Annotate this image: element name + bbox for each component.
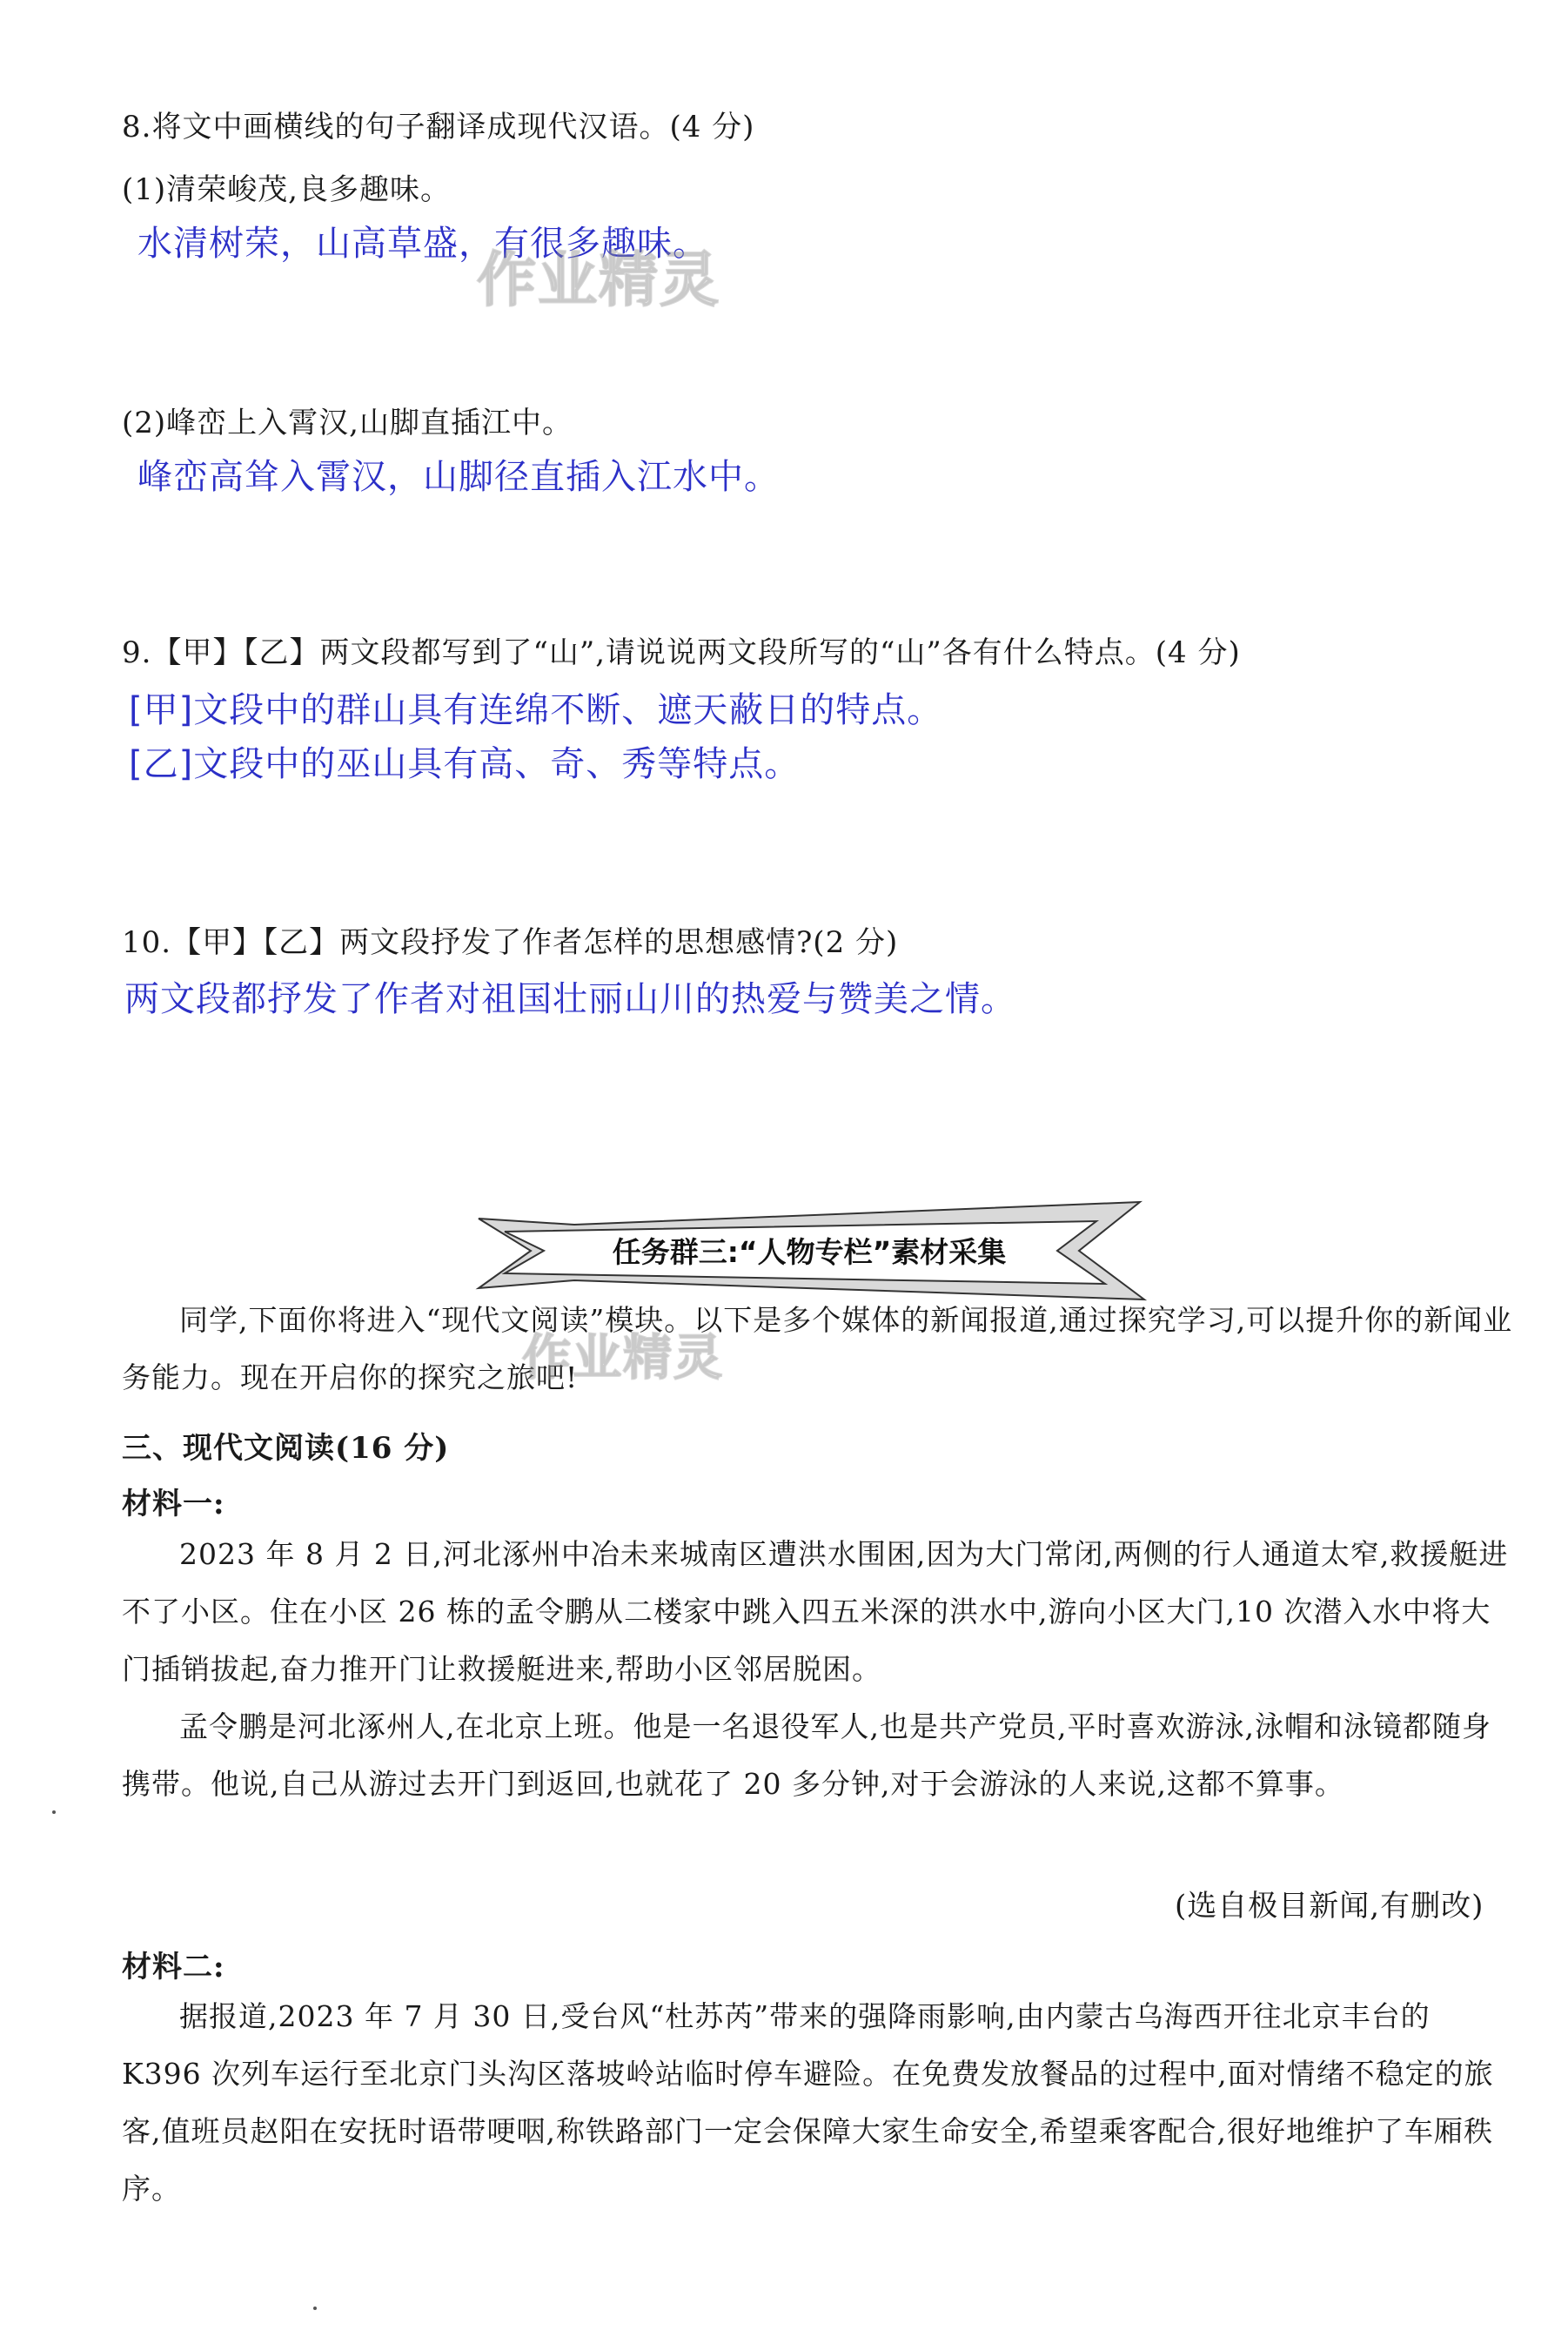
watermark: 作业精灵 [477,246,721,315]
q8-answer1: 水清树荣，山高草盛，有很多趣味。 [137,224,708,264]
section3-heading: 三、现代文阅读(16 分) [122,1431,450,1466]
q10-answer: 两文段都抒发了作者对祖国壮丽山川的热爱与赞美之情。 [124,979,1016,1019]
material1-paragraph2: 孟令鹏是河北涿州人,在北京上班。他是一名退役军人,也是共产党员,平时喜欢游泳,泳帽和泳镜都随身携带。他说,自己从游过去开门到返回,也就花了 20 多分钟,对于会游泳的人来说,这都不算事。 [122,1709,1491,1801]
material2-paragraph1: 据报道,2023 年 7 月 30 日,受台风“杜苏芮”带来的强降雨影响,由内蒙古乌海西开往北京丰台的 K396 次列车运行至北京门头沟区落坡岭站临时停车避险。在免费发放餐品的过程中,面对情绪不稳定的旅客,值班员赵阳在安抚时语带哽咽,称铁路部门一定会保障大家生命安全,希望乘客配合,很好地维护了车厢秩序。 [122,1999,1494,2206]
q9-title: 9.【甲】【乙】两文段都写到了“山”,请说说两文段所写的“山”各有什么特点。(4 分) [122,635,1241,670]
material1-source: (选自极目新闻,有删改) [1175,1889,1484,1924]
q9-answer2: [乙]文段中的巫山具有高、奇、秀等特点。 [129,744,801,784]
q10-title: 10.【甲】【乙】两文段抒发了作者怎样的思想感情?(2 分) [122,925,899,960]
section-banner [470,1197,1149,1306]
q9-answer1: [甲]文段中的群山具有连绵不断、遮天蔽日的特点。 [129,690,943,730]
q8-answer2: 峰峦高耸入霄汉，山脚径直插入江水中。 [137,457,780,497]
material1-paragraph1: 2023 年 8 月 2 日,河北涿州中冶未来城南区遭洪水围困,因为大门常闭,两侧的行人通道太窄,救援艇进不了小区。住在小区 26 栋的孟令鹏从二楼家中跳入四五米深的洪水中,游向小区大门,10 次潜入水中将大门插销拔起,奋力推开门让救援艇进来,帮助小区邻居脱困。 [122,1537,1509,1686]
scan-dot [313,2307,317,2310]
banner-title: 任务群三:“人物专栏”素材采集 [612,1235,1007,1269]
watermark-2: 作业精灵 [522,1330,724,1387]
scan-dot [52,1810,56,1814]
intro-paragraph: 同学,下面你将进入“现代文阅读”模块。以下是多个媒体的新闻报道,通过探究学习,可以提升你的新闻业务能力。现在开启你的探究之旅吧! [122,1303,1513,1394]
q8-sub1: (1)清荣峻茂,良多趣味。 [122,172,451,207]
material1-label: 材料一: [122,1487,225,1521]
material2-label: 材料二: [122,1950,225,1984]
q8-title: 8.将文中画横线的句子翻译成现代汉语。(4 分) [122,110,755,144]
q8-sub2: (2)峰峦上入霄汉,山脚直插江中。 [122,406,573,440]
